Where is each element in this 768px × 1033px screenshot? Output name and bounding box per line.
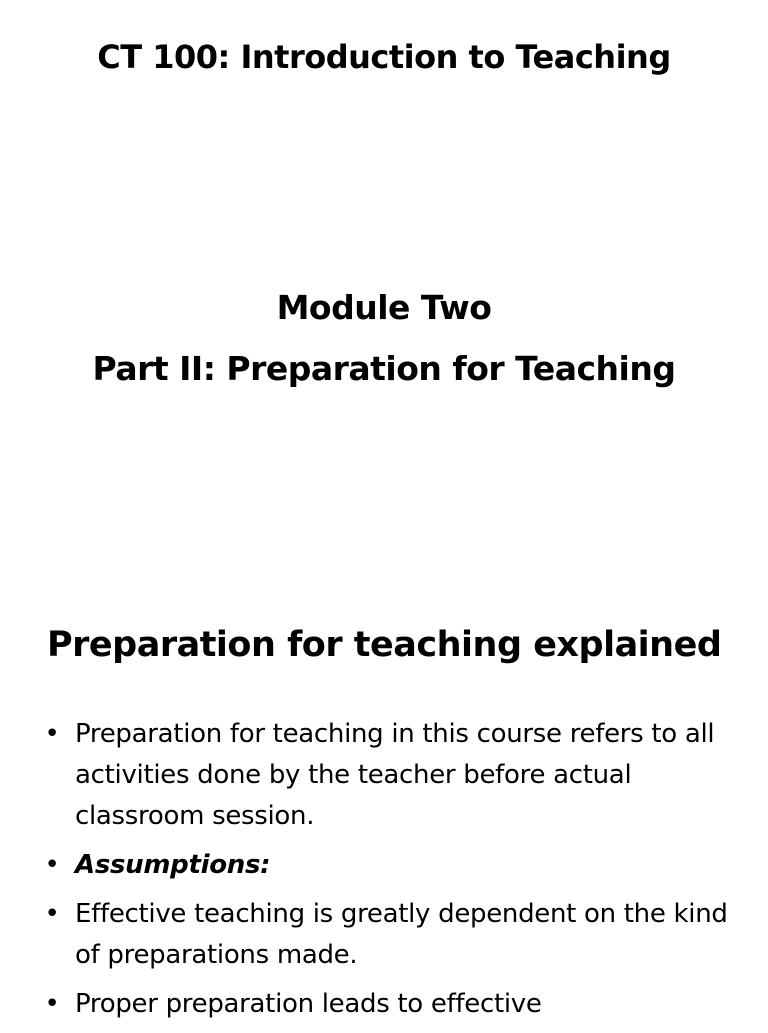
list-item: [42, 984, 728, 1025]
bullet-icon: •: [44, 719, 60, 749]
section-heading: Preparation for teaching explained: [47, 625, 722, 665]
module-title: Module Two: [276, 288, 492, 327]
bullet-text: Preparation for teaching in this course refers to all activities done by the teacher before actual classroom session.: [75, 719, 715, 831]
bullet-list: [42, 714, 728, 1033]
bullet-icon: •: [44, 989, 60, 1019]
part-title: Part II: Preparation for Teaching: [92, 349, 676, 388]
list-item: [42, 714, 728, 837]
list-item: [42, 894, 728, 976]
bullet-text: Effective teaching is greatly dependent on the kind of preparations made.: [75, 899, 728, 970]
bullet-icon: •: [44, 899, 60, 929]
bullet-text: Proper preparation leads to effective: [75, 989, 542, 1019]
bullet-icon: •: [44, 850, 60, 880]
list-item: [42, 845, 728, 886]
course-title: CT 100: Introduction to Teaching: [97, 38, 671, 76]
bullet-text: Assumptions:: [75, 850, 271, 880]
content-slide: [0, 580, 768, 1024]
